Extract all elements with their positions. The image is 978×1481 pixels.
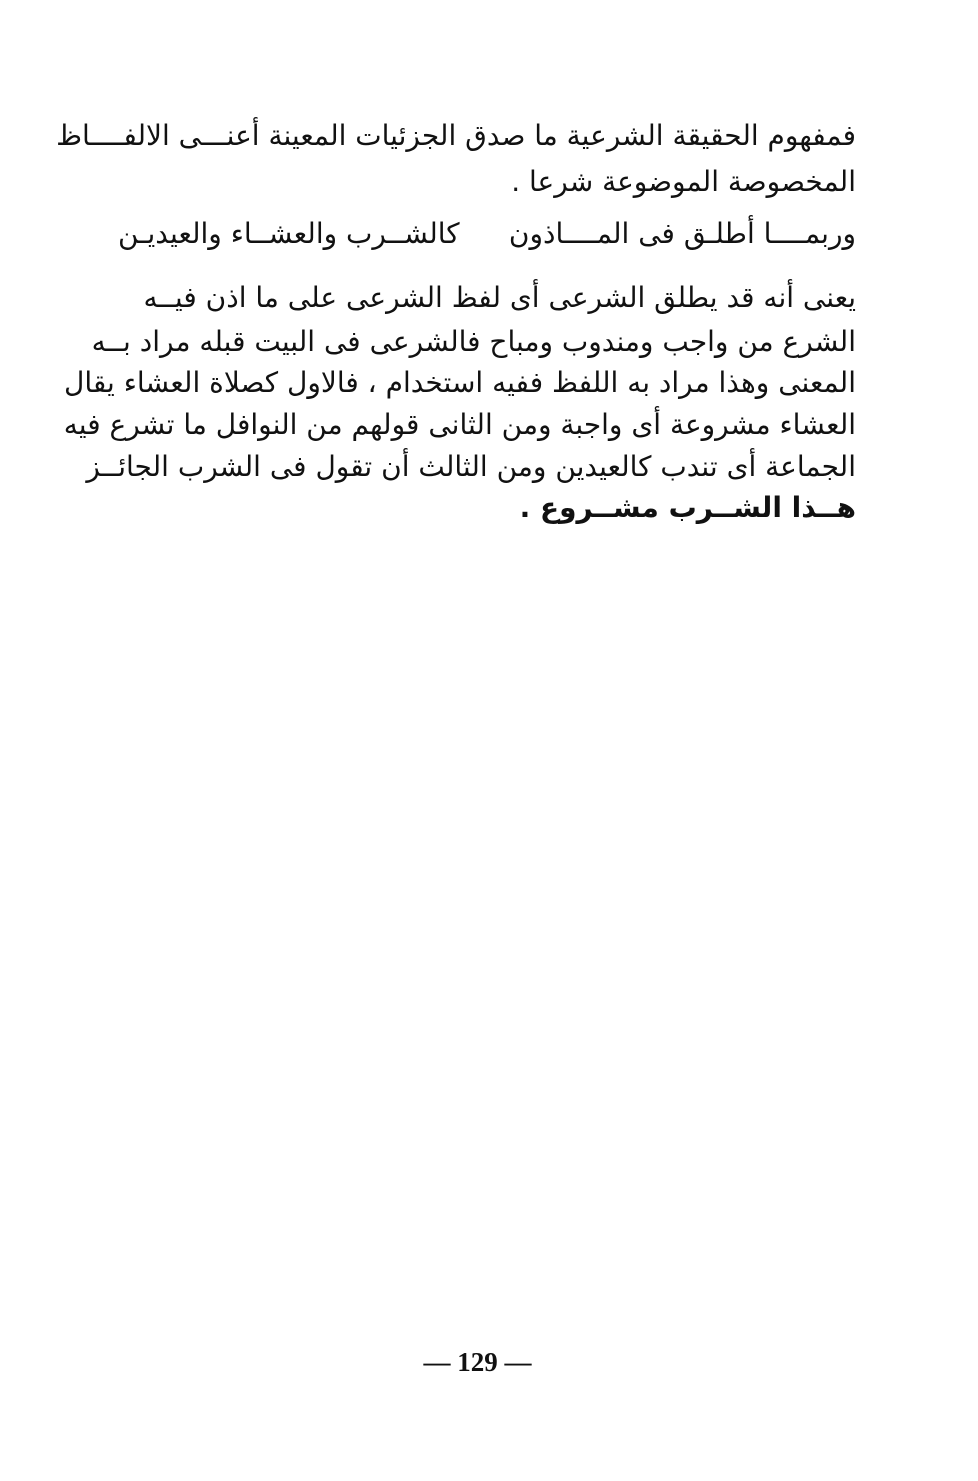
paragraph-line-6: هــذا الشــرب مشــروع . [519,491,856,524]
intro-line-1: فمفهوم الحقيقة الشرعية ما صدق الجزئيات المعينة أعنـــى الالفــــاظ [56,119,856,152]
paragraph-line-3: المعنى وهذا مراد به اللفظ ففيه استخدام ، فالاول كصلاة العشاء يقال [64,366,856,399]
verse-first-hemistich: وربمــــا أطلـق فى المــــاذون [508,217,856,250]
verse-line [118,214,856,254]
intro-line-2: المخصوصة الموضوعة شرعا . [511,165,856,198]
paragraph-line-4: العشاء مشروعة أى واجبة ومن الثانى قولهم من النوافل ما تشرع فيه [63,408,856,441]
page-number: — 129 — [423,1347,532,1377]
verse-second-hemistich: كالشــرب والعشــاء والعيديـن [118,217,460,250]
paragraph-line-1: يعنى أنه قد يطلق الشرعى أى لفظ الشرعى على ما اذن فيــه [143,281,856,314]
paragraph-line-2: الشرع من واجب ومندوب ومباح فالشرعى فى البيت قبله مراد بــه [91,325,856,358]
paragraph-line-5: الجماعة أى تندب كالعيدين ومن الثالث أن تقول فى الشرب الجائــز [86,450,856,483]
